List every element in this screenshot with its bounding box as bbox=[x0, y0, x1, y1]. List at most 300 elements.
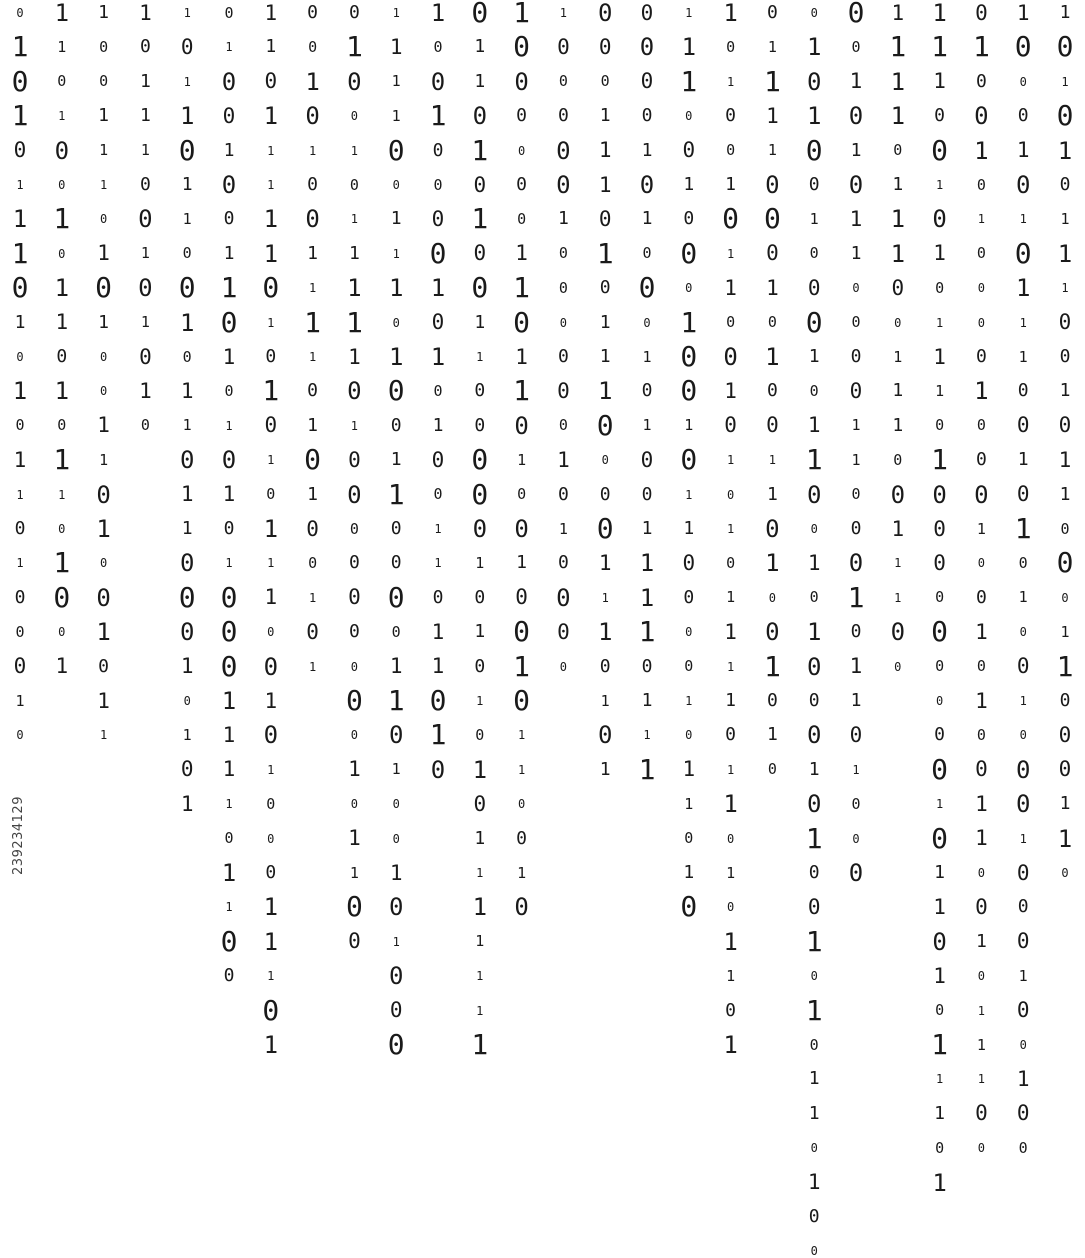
binary-digit: 1 bbox=[975, 619, 988, 644]
binary-digit: 1 bbox=[515, 344, 528, 369]
binary-digit: 0 bbox=[849, 378, 863, 403]
binary-digit: 1 bbox=[11, 99, 29, 133]
binary-digit: 0 bbox=[387, 580, 405, 614]
binary-digit: 1 bbox=[387, 684, 405, 717]
binary-digit: 0 bbox=[1018, 553, 1028, 572]
digit-column bbox=[251, 0, 291, 1059]
binary-digit: 0 bbox=[1017, 105, 1029, 127]
binary-digit: 0 bbox=[179, 618, 195, 647]
binary-digit: 1 bbox=[643, 728, 651, 743]
binary-digit: 0 bbox=[349, 519, 359, 538]
binary-digit: 0 bbox=[935, 416, 945, 435]
binary-digit: 1 bbox=[933, 963, 946, 988]
binary-digit: 0 bbox=[1060, 519, 1070, 538]
binary-digit: 1 bbox=[1059, 793, 1071, 815]
binary-digit: 1 bbox=[474, 621, 486, 643]
binary-digit: 0 bbox=[1014, 236, 1032, 270]
binary-digit: 0 bbox=[139, 344, 152, 369]
binary-digit: 1 bbox=[726, 522, 735, 536]
binary-digit: 1 bbox=[429, 99, 447, 133]
binary-digit: 0 bbox=[306, 619, 319, 644]
digit-column bbox=[460, 0, 500, 1061]
binary-digit: 1 bbox=[1017, 449, 1029, 471]
binary-digit: 0 bbox=[810, 1244, 818, 1258]
binary-digit: 1 bbox=[476, 350, 484, 364]
binary-digit: 0 bbox=[139, 36, 151, 58]
binary-digit: 0 bbox=[935, 1001, 945, 1020]
binary-digit: 1 bbox=[975, 688, 988, 713]
binary-digit: 1 bbox=[139, 0, 152, 25]
binary-digit: 1 bbox=[892, 174, 904, 195]
binary-digit: 1 bbox=[513, 649, 531, 683]
binary-digit: 1 bbox=[308, 590, 317, 605]
binary-digit: 0 bbox=[598, 206, 612, 231]
binary-digit: 0 bbox=[390, 552, 402, 574]
binary-digit: 1 bbox=[933, 894, 946, 919]
binary-digit: 1 bbox=[476, 969, 484, 984]
binary-digit: 1 bbox=[517, 450, 527, 469]
binary-digit: 1 bbox=[849, 69, 863, 94]
binary-digit: 0 bbox=[768, 590, 776, 605]
binary-digit: 1 bbox=[475, 553, 485, 572]
binary-digit: 0 bbox=[472, 515, 488, 543]
binary-digit: 0 bbox=[138, 274, 153, 303]
binary-digit: 0 bbox=[180, 757, 194, 782]
binary-digit: 1 bbox=[849, 654, 863, 679]
binary-digit: 1 bbox=[181, 174, 193, 195]
digit-column bbox=[585, 0, 625, 1000]
binary-digit: 1 bbox=[890, 205, 906, 234]
binary-digit: 0 bbox=[99, 384, 108, 399]
binary-digit: 0 bbox=[935, 1138, 945, 1157]
binary-digit: 1 bbox=[98, 2, 110, 23]
binary-digit: 0 bbox=[350, 659, 358, 674]
binary-digit: 1 bbox=[350, 212, 358, 227]
binary-digit: 0 bbox=[139, 174, 151, 195]
binary-digit: 1 bbox=[476, 694, 484, 708]
binary-digit: 1 bbox=[390, 208, 402, 230]
digit-column bbox=[627, 0, 667, 1000]
binary-digit: 0 bbox=[53, 580, 71, 614]
binary-digit: 0 bbox=[766, 413, 779, 438]
binary-digit: 0 bbox=[806, 790, 822, 819]
binary-digit: 1 bbox=[263, 893, 279, 922]
binary-digit: 0 bbox=[639, 33, 655, 62]
binary-digit: 0 bbox=[808, 690, 820, 711]
binary-digit: 1 bbox=[263, 927, 279, 956]
binary-digit: 0 bbox=[517, 485, 527, 504]
binary-digit: 0 bbox=[809, 1035, 819, 1054]
binary-digit: 1 bbox=[55, 310, 69, 335]
binary-digit: 0 bbox=[474, 414, 486, 436]
binary-digit: 1 bbox=[389, 654, 403, 679]
binary-digit: 1 bbox=[180, 791, 194, 816]
binary-digit: 1 bbox=[765, 549, 780, 578]
binary-digit: 1 bbox=[851, 450, 861, 469]
binary-digit: 1 bbox=[766, 724, 778, 746]
binary-digit: 1 bbox=[1018, 966, 1028, 985]
binary-digit: 1 bbox=[1059, 483, 1071, 505]
binary-digit: 1 bbox=[806, 618, 822, 647]
binary-digit: 0 bbox=[1056, 99, 1074, 133]
binary-digit: 1 bbox=[641, 208, 653, 230]
binary-digit: 1 bbox=[726, 246, 735, 261]
binary-digit: 0 bbox=[680, 890, 698, 924]
binary-digit: 1 bbox=[683, 174, 695, 195]
digit-column bbox=[543, 0, 583, 1000]
binary-digit: 1 bbox=[307, 242, 319, 264]
binary-digit: 0 bbox=[178, 133, 196, 167]
binary-digit: 0 bbox=[726, 313, 736, 332]
digit-column bbox=[1003, 0, 1043, 1157]
binary-digit: 0 bbox=[975, 449, 987, 471]
binary-digit: 1 bbox=[267, 315, 275, 330]
binary-digit: 0 bbox=[433, 175, 443, 194]
binary-digit: 0 bbox=[977, 556, 985, 571]
binary-digit: 0 bbox=[223, 965, 235, 987]
binary-digit: 1 bbox=[851, 416, 861, 435]
digit-column bbox=[293, 0, 333, 1000]
binary-digit: 0 bbox=[976, 657, 986, 676]
binary-digit: 0 bbox=[264, 69, 278, 94]
binary-digit: 0 bbox=[557, 34, 570, 59]
binary-digit: 0 bbox=[262, 993, 280, 1027]
binary-digit: 1 bbox=[262, 374, 280, 408]
binary-digit: 1 bbox=[474, 311, 486, 333]
binary-digit: 1 bbox=[139, 70, 151, 92]
binary-digit: 0 bbox=[641, 655, 653, 677]
binary-digit: 1 bbox=[222, 482, 236, 507]
binary-digit: 0 bbox=[932, 927, 947, 956]
binary-digit: 0 bbox=[513, 684, 531, 717]
binary-digit: 0 bbox=[935, 588, 945, 607]
binary-digit: 0 bbox=[850, 621, 862, 643]
binary-digit: 0 bbox=[471, 271, 489, 305]
binary-digit: 0 bbox=[180, 34, 194, 59]
binary-digit: 1 bbox=[682, 757, 696, 782]
binary-digit: 1 bbox=[889, 30, 907, 64]
binary-digit: 0 bbox=[308, 553, 318, 572]
binary-digit: 0 bbox=[975, 0, 988, 25]
binary-digit: 0 bbox=[517, 143, 526, 158]
binary-digit: 0 bbox=[516, 174, 528, 195]
binary-digit: 1 bbox=[977, 212, 985, 227]
binary-digit: 1 bbox=[892, 414, 904, 436]
binary-digit: 0 bbox=[345, 684, 363, 717]
binary-digit: 0 bbox=[1017, 896, 1029, 918]
binary-digit: 1 bbox=[558, 519, 568, 538]
binary-digit: 0 bbox=[305, 205, 320, 234]
binary-digit: 1 bbox=[474, 70, 486, 92]
binary-digit: 0 bbox=[388, 962, 404, 991]
binary-digit: 1 bbox=[638, 615, 656, 649]
binary-digit: 0 bbox=[347, 480, 362, 509]
binary-digit: 0 bbox=[1016, 413, 1030, 438]
binary-digit: 0 bbox=[96, 583, 111, 612]
binary-digit: 1 bbox=[725, 174, 737, 195]
binary-digit: 0 bbox=[977, 1141, 985, 1156]
binary-digit: 1 bbox=[472, 755, 488, 784]
binary-digit: 0 bbox=[54, 136, 70, 165]
binary-digit: 0 bbox=[15, 416, 25, 435]
binary-digit: 0 bbox=[58, 246, 66, 261]
binary-digit: 0 bbox=[11, 64, 29, 98]
binary-digit: 0 bbox=[390, 518, 402, 539]
binary-digit: 1 bbox=[58, 487, 66, 502]
binary-digit: 1 bbox=[16, 487, 24, 502]
binary-digit: 1 bbox=[806, 102, 822, 131]
binary-digit: 1 bbox=[513, 374, 531, 408]
binary-digit: 1 bbox=[307, 483, 319, 505]
binary-digit: 0 bbox=[726, 487, 735, 502]
binary-digit: 1 bbox=[97, 241, 110, 266]
binary-digit: 1 bbox=[763, 64, 781, 98]
binary-digit: 1 bbox=[1056, 649, 1074, 683]
binary-digit: 0 bbox=[975, 346, 987, 367]
binary-digit: 1 bbox=[139, 105, 151, 127]
binary-digit: 1 bbox=[140, 313, 150, 332]
binary-digit: 1 bbox=[685, 694, 693, 708]
binary-digit: 0 bbox=[807, 275, 821, 300]
binary-digit: 0 bbox=[808, 862, 820, 883]
binary-digit: 1 bbox=[974, 377, 989, 406]
binary-digit: 1 bbox=[724, 619, 737, 644]
binary-digit: 1 bbox=[976, 519, 986, 538]
binary-digit: 0 bbox=[473, 241, 487, 266]
binary-digit: 0 bbox=[723, 343, 738, 371]
binary-digit: 0 bbox=[935, 657, 945, 676]
binary-digit: 1 bbox=[1016, 138, 1030, 163]
binary-digit: 0 bbox=[848, 549, 864, 578]
binary-digit: 0 bbox=[140, 416, 150, 435]
binary-digit: 1 bbox=[935, 381, 945, 400]
binary-digit: 0 bbox=[891, 275, 905, 300]
binary-digit: 0 bbox=[766, 2, 778, 23]
binary-digit: 1 bbox=[97, 688, 110, 713]
binary-digit: 0 bbox=[808, 174, 820, 195]
binary-digit: 0 bbox=[57, 416, 67, 435]
binary-digit: 1 bbox=[387, 477, 405, 511]
binary-digit: 1 bbox=[1060, 209, 1070, 228]
binary-digit: 0 bbox=[224, 381, 234, 400]
binary-digit: 1 bbox=[1019, 315, 1027, 330]
binary-digit: 0 bbox=[641, 380, 653, 402]
binary-digit: 1 bbox=[431, 654, 445, 679]
binary-digit: 0 bbox=[348, 929, 361, 954]
binary-digit: 0 bbox=[932, 205, 947, 234]
digit-column bbox=[167, 0, 207, 1000]
binary-digit: 1 bbox=[475, 932, 485, 951]
binary-digit: 1 bbox=[685, 6, 693, 20]
binary-digit: 1 bbox=[97, 413, 110, 438]
binary-digit: 0 bbox=[680, 443, 698, 477]
binary-digit: 1 bbox=[849, 206, 863, 231]
binary-digit: 0 bbox=[350, 109, 358, 124]
binary-digit: 1 bbox=[348, 344, 361, 369]
binary-digit: 1 bbox=[264, 585, 278, 610]
binary-digit: 1 bbox=[308, 281, 317, 296]
binary-digit: 0 bbox=[267, 831, 275, 846]
binary-digit: 0 bbox=[513, 615, 531, 649]
binary-digit: 0 bbox=[1017, 380, 1029, 402]
binary-digit: 1 bbox=[976, 1035, 986, 1054]
binary-digit: 0 bbox=[1058, 722, 1072, 747]
binary-digit: 1 bbox=[1060, 622, 1070, 641]
binary-digit: 1 bbox=[891, 516, 905, 541]
binary-digit: 1 bbox=[392, 6, 400, 20]
binary-digit: 0 bbox=[471, 477, 489, 511]
binary-digit: 0 bbox=[1058, 413, 1072, 438]
binary-digit: 1 bbox=[1014, 512, 1032, 545]
binary-digit: 0 bbox=[1016, 1101, 1030, 1126]
binary-digit: 0 bbox=[307, 2, 319, 23]
binary-digit: 1 bbox=[723, 790, 738, 819]
binary-digit: 1 bbox=[53, 443, 71, 477]
binary-digit: 1 bbox=[99, 450, 109, 469]
binary-digit: 0 bbox=[977, 969, 985, 984]
binary-digit: 1 bbox=[13, 447, 27, 472]
binary-digit: 0 bbox=[220, 649, 238, 683]
binary-digit: 0 bbox=[306, 516, 319, 541]
binary-digit: 0 bbox=[99, 37, 109, 56]
binary-digit: 0 bbox=[806, 721, 822, 750]
binary-digit: 1 bbox=[726, 453, 735, 468]
binary-digit: 0 bbox=[431, 206, 445, 231]
binary-digit: 0 bbox=[516, 105, 528, 127]
binary-digit: 0 bbox=[597, 721, 613, 750]
binary-digit: 0 bbox=[347, 377, 362, 406]
binary-digit: 1 bbox=[350, 143, 358, 158]
binary-digit: 1 bbox=[53, 202, 71, 236]
binary-digit: 0 bbox=[851, 37, 861, 56]
binary-digit: 0 bbox=[933, 516, 946, 541]
binary-digit: 1 bbox=[934, 1102, 946, 1124]
binary-digit: 1 bbox=[680, 305, 698, 339]
binary-digit: 0 bbox=[262, 271, 280, 305]
binary-digit: 0 bbox=[685, 109, 693, 124]
binary-digit: 1 bbox=[809, 209, 819, 228]
binary-digit: 0 bbox=[894, 315, 902, 330]
binary-digit: 1 bbox=[893, 347, 903, 366]
binary-digit: 0 bbox=[598, 34, 612, 59]
binary-digit: 0 bbox=[976, 175, 986, 194]
binary-digit: 0 bbox=[890, 618, 906, 647]
binary-digit: 0 bbox=[682, 550, 696, 575]
binary-digit: 0 bbox=[850, 346, 862, 367]
binary-digit: 0 bbox=[514, 411, 529, 440]
binary-digit: 0 bbox=[57, 72, 67, 91]
binary-digit: 0 bbox=[682, 138, 696, 163]
digit-column bbox=[125, 0, 165, 1000]
binary-digit: 1 bbox=[1016, 1066, 1030, 1091]
binary-digit: 0 bbox=[851, 485, 861, 504]
binary-digit: 1 bbox=[933, 241, 946, 266]
binary-digit: 0 bbox=[557, 483, 569, 505]
binary-digit: 0 bbox=[350, 797, 358, 812]
binary-digit: 1 bbox=[430, 274, 446, 303]
binary-digit: 1 bbox=[724, 378, 737, 403]
binary-digit: 1 bbox=[180, 378, 194, 403]
binary-digit: 1 bbox=[263, 239, 279, 268]
binary-digit: 0 bbox=[263, 721, 279, 750]
binary-digit: 0 bbox=[390, 414, 402, 436]
binary-digit: 0 bbox=[388, 721, 404, 750]
binary-digit: 0 bbox=[931, 752, 949, 786]
binary-digit: 1 bbox=[96, 515, 111, 543]
binary-digit: 0 bbox=[222, 103, 236, 128]
binary-digit: 0 bbox=[516, 827, 528, 849]
binary-digit: 1 bbox=[222, 722, 236, 747]
binary-digit: 1 bbox=[935, 797, 944, 812]
binary-digit: 1 bbox=[429, 718, 447, 752]
digit-column bbox=[334, 0, 374, 1000]
binary-digit: 0 bbox=[387, 1028, 405, 1061]
binary-digit: 0 bbox=[806, 67, 822, 96]
binary-digit: 0 bbox=[471, 0, 489, 29]
binary-digit: 0 bbox=[13, 654, 27, 679]
binary-digit: 0 bbox=[472, 102, 488, 131]
binary-digit: 1 bbox=[14, 311, 26, 333]
binary-digit: 0 bbox=[808, 1206, 820, 1227]
binary-digit: 0 bbox=[810, 969, 818, 984]
binary-digit: 0 bbox=[430, 67, 446, 96]
binary-digit: 1 bbox=[642, 347, 652, 366]
binary-digit: 1 bbox=[267, 762, 275, 777]
binary-digit: 0 bbox=[182, 244, 192, 263]
binary-digit: 1 bbox=[1019, 694, 1027, 708]
binary-digit: 1 bbox=[850, 242, 862, 264]
binary-digit: 1 bbox=[434, 556, 442, 571]
binary-digit: 0 bbox=[1016, 929, 1030, 954]
binary-digit: 0 bbox=[805, 133, 823, 167]
binary-digit: 0 bbox=[514, 893, 529, 922]
binary-digit: 0 bbox=[266, 485, 276, 504]
binary-digit: 1 bbox=[894, 556, 902, 571]
binary-digit: 0 bbox=[513, 305, 531, 339]
binary-digit: 0 bbox=[1059, 346, 1071, 367]
binary-digit: 1 bbox=[139, 378, 152, 403]
binary-digit: 0 bbox=[848, 171, 864, 199]
binary-digit: 1 bbox=[476, 866, 484, 880]
binary-digit: 0 bbox=[974, 480, 989, 509]
binary-digit: 1 bbox=[476, 1003, 484, 1018]
binary-digit: 1 bbox=[935, 1072, 944, 1087]
digit-column bbox=[209, 0, 249, 1000]
binary-digit: 1 bbox=[726, 74, 735, 89]
binary-digit: 1 bbox=[601, 590, 609, 605]
binary-digit: 1 bbox=[1015, 274, 1031, 303]
binary-digit: 1 bbox=[220, 271, 238, 305]
binary-digit: 1 bbox=[726, 659, 735, 674]
binary-digit: 1 bbox=[974, 136, 989, 165]
binary-digit: 1 bbox=[430, 0, 446, 27]
binary-digit: 0 bbox=[99, 350, 108, 364]
binary-digit: 0 bbox=[893, 141, 903, 160]
binary-digit: 0 bbox=[348, 447, 361, 472]
binary-digit: 1 bbox=[263, 102, 279, 131]
binary-digit: 0 bbox=[976, 416, 986, 435]
binary-digit: 0 bbox=[429, 236, 447, 270]
binary-digit: 1 bbox=[1057, 239, 1073, 268]
binary-digit: 0 bbox=[1019, 74, 1027, 89]
binary-digit: 0 bbox=[684, 829, 694, 848]
binary-digit: 0 bbox=[852, 281, 860, 296]
binary-digit: 0 bbox=[433, 381, 443, 400]
binary-digit: 1 bbox=[389, 34, 403, 59]
binary-digit: 0 bbox=[14, 518, 26, 539]
binary-digit: 1 bbox=[513, 0, 531, 29]
binary-digit: 1 bbox=[891, 0, 905, 25]
